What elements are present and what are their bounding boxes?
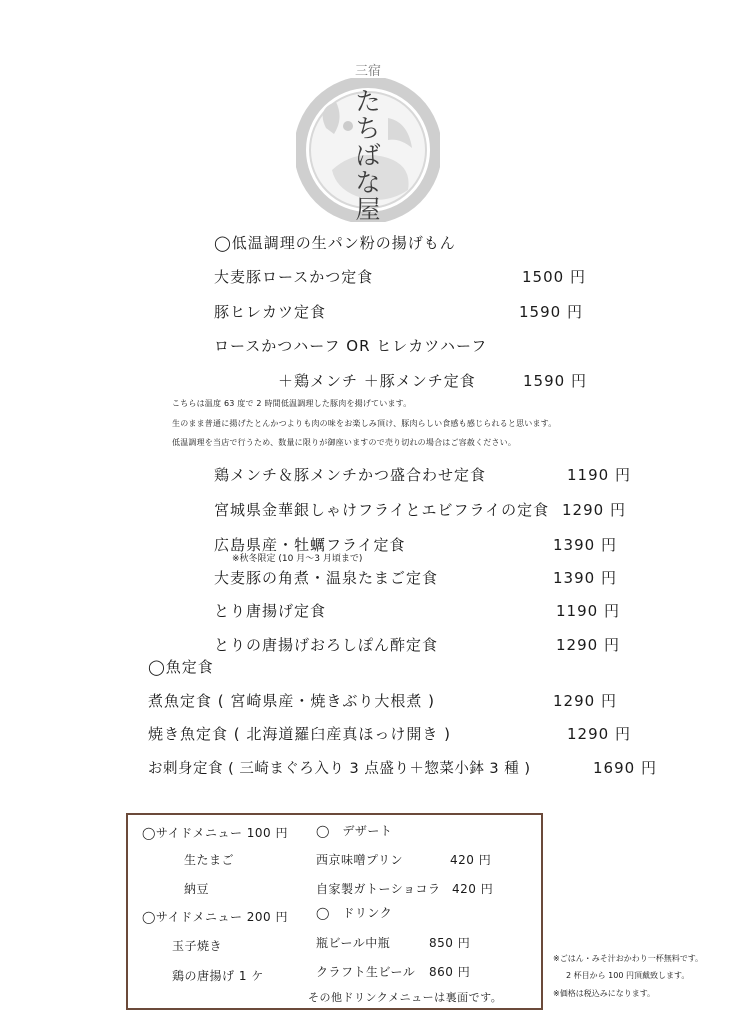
drink-price: 850 円 xyxy=(429,936,471,950)
side-item: 納豆 xyxy=(184,882,210,896)
restaurant-logo xyxy=(288,60,448,224)
rice-refill-note: 2 杯目から 100 円頂戴致します。 xyxy=(566,971,690,980)
logo-char: な xyxy=(355,168,381,197)
menu-item-price: 1390 円 xyxy=(553,536,617,554)
drink-name: クラフト生ビール xyxy=(316,965,416,979)
section-heading-fried: ◯低温調理の生パン粉の揚げもん xyxy=(214,234,456,252)
dessert-name: 西京味噌プリン xyxy=(316,853,404,867)
menu-item-name: 豚ヒレカツ定食 xyxy=(214,303,327,321)
oyster-season-note: ※秋冬限定 (10 月～3 月頃まで) xyxy=(232,554,363,564)
side-menu-box xyxy=(126,813,543,1010)
menu-item-name: お刺身定食 ( 三崎まぐろ入り 3 点盛り＋惣菜小鉢 3 種 ) xyxy=(148,761,531,777)
side-item: 生たまご xyxy=(184,853,235,867)
drink-name: 瓶ビール中瓶 xyxy=(316,936,391,950)
drink-price: 860 円 xyxy=(429,965,471,979)
menu-item-price: 1290 円 xyxy=(567,725,631,743)
dessert-name: 自家製ガトーショコラ xyxy=(316,882,441,896)
menu-item-name: 広島県産・牡蠣フライ定食 xyxy=(214,536,406,554)
menu-item-price: 1500 円 xyxy=(522,268,586,286)
side-menu-100-heading: ◯サイドメニュー 100 円 xyxy=(142,826,289,840)
logo-char: 屋 xyxy=(355,195,381,224)
menu-item-name: ロースかつハーフ OR ヒレカツハーフ xyxy=(214,337,488,355)
menu-item-name: 鶏メンチ＆豚メンチかつ盛合わせ定食 xyxy=(214,466,487,484)
side-item: 玉子焼き xyxy=(172,939,223,953)
dessert-price: 420 円 xyxy=(452,882,494,896)
menu-item-price: 1290 円 xyxy=(562,501,626,519)
menu-item-price: 1190 円 xyxy=(567,466,631,484)
low-temp-note: 低温調理を当店で行うため、数量に限りが御座いますので売り切れの場合はご容赦ください。 xyxy=(172,438,517,447)
menu-item-price: 1590 円 xyxy=(519,303,583,321)
side-item: 鶏の唐揚げ 1 ケ xyxy=(172,969,264,983)
logo-small-text: 三宿 xyxy=(354,64,381,79)
menu-item-name: 焼き魚定食 ( 北海道羅臼産真ほっけ開き ) xyxy=(148,725,452,743)
section-heading-fish: ◯魚定食 xyxy=(148,658,214,676)
rice-refill-note: ※ごはん・みそ汁おかわり一杯無料です。 xyxy=(553,954,704,963)
menu-item-price: 1390 円 xyxy=(553,569,617,587)
tax-note: ※価格は税込みになります。 xyxy=(553,989,656,998)
menu-item-name: 煮魚定食 ( 宮崎県産・焼きぶり大根煮 ) xyxy=(148,692,436,710)
logo-char: ち xyxy=(355,114,381,143)
menu-item-name: ＋鶏メンチ ＋豚メンチ定食 xyxy=(278,372,476,390)
logo-char: ば xyxy=(355,141,381,170)
menu-item-price: 1690 円 xyxy=(593,759,657,777)
dessert-heading: ◯ デザート xyxy=(316,824,393,838)
menu-item-price: 1290 円 xyxy=(556,636,620,654)
menu-item-name: とりの唐揚げおろしぽん酢定食 xyxy=(214,636,439,654)
menu-item-price: 1590 円 xyxy=(523,372,587,390)
low-temp-note: こちらは温度 63 度で 2 時間低温調理した豚肉を揚げています。 xyxy=(172,399,412,408)
side-menu-200-heading: ◯サイドメニュー 200 円 xyxy=(142,910,289,924)
low-temp-note: 生のまま普通に揚げたとんかつよりも肉の味をお楽しみ頂け、豚肉らしい食感も感じられると思います。 xyxy=(172,419,557,428)
menu-item-name: 大麦豚の角煮・温泉たまご定食 xyxy=(214,569,439,587)
dessert-price: 420 円 xyxy=(450,853,492,867)
menu-item-name: 大麦豚ロースかつ定食 xyxy=(214,268,374,286)
drink-heading: ◯ ドリンク xyxy=(316,906,393,920)
logo-char: た xyxy=(355,87,381,116)
menu-item-name: とり唐揚げ定食 xyxy=(214,602,327,620)
menu-item-price: 1290 円 xyxy=(553,692,617,710)
menu-item-price: 1190 円 xyxy=(556,602,620,620)
menu-item-name: 宮城県金華銀しゃけフライとエビフライの定食 xyxy=(214,501,550,519)
logo-name xyxy=(346,88,390,223)
drink-note: その他ドリンクメニューは裏面です。 xyxy=(308,991,503,1004)
